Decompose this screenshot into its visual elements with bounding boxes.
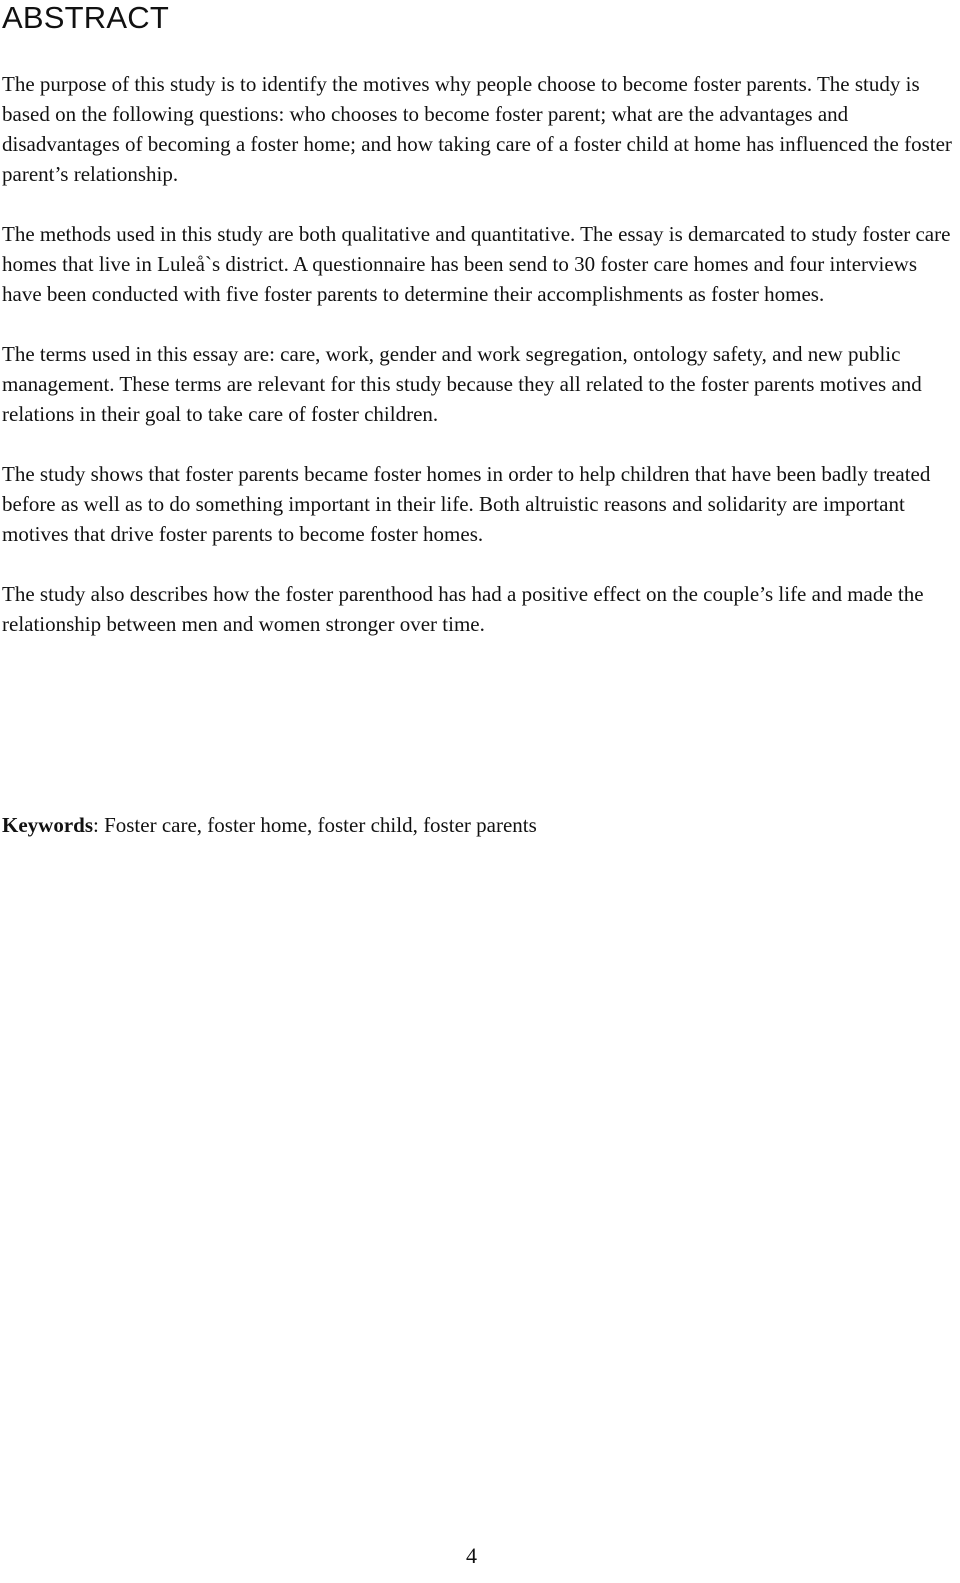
abstract-paragraph-findings: The study shows that foster parents became foster homes in order to help children that have been badly treated before as well as to do something important in their life. Both altruistic reasons and solidarity are important motives that drive foster parents to become foster homes.	[2, 462, 931, 546]
keywords-list: : Foster care, foster home, foster child, foster parents	[93, 813, 537, 837]
abstract-paragraph-methods: The methods used in this study are both qualitative and quantitative. The essay is demarcated to study foster care homes that live in Luleå`s district. A questionnaire has been send to 30 foster care homes and four interviews have been conducted with five foster parents to determine their accomplishments as foster homes.	[2, 222, 951, 306]
abstract-body	[2, 69, 952, 669]
keywords-label: Keywords	[2, 813, 93, 837]
abstract-heading: ABSTRACT	[2, 0, 169, 35]
abstract-paragraph-purpose: The purpose of this study is to identify the motives why people choose to become foster parents. The study is based on the following questions: who chooses to become foster parent; what are the advantages and disadvantages of becoming a foster home; and how taking care of a foster child at home has influenced the foster parent’s relationship.	[2, 72, 952, 186]
abstract-paragraph-conclusion: The study also describes how the foster parenthood has had a positive effect on the couple’s life and made the relationship between men and women stronger over time.	[2, 582, 924, 636]
page-number: 4	[466, 1543, 477, 1568]
keywords-line	[2, 810, 537, 840]
abstract-paragraph-terms: The terms used in this essay are: care, work, gender and work segregation, ontology safety, and new public management. These terms are relevant for this study because they all related to the foster parents motives and relations in their goal to take care of foster children.	[2, 342, 922, 426]
